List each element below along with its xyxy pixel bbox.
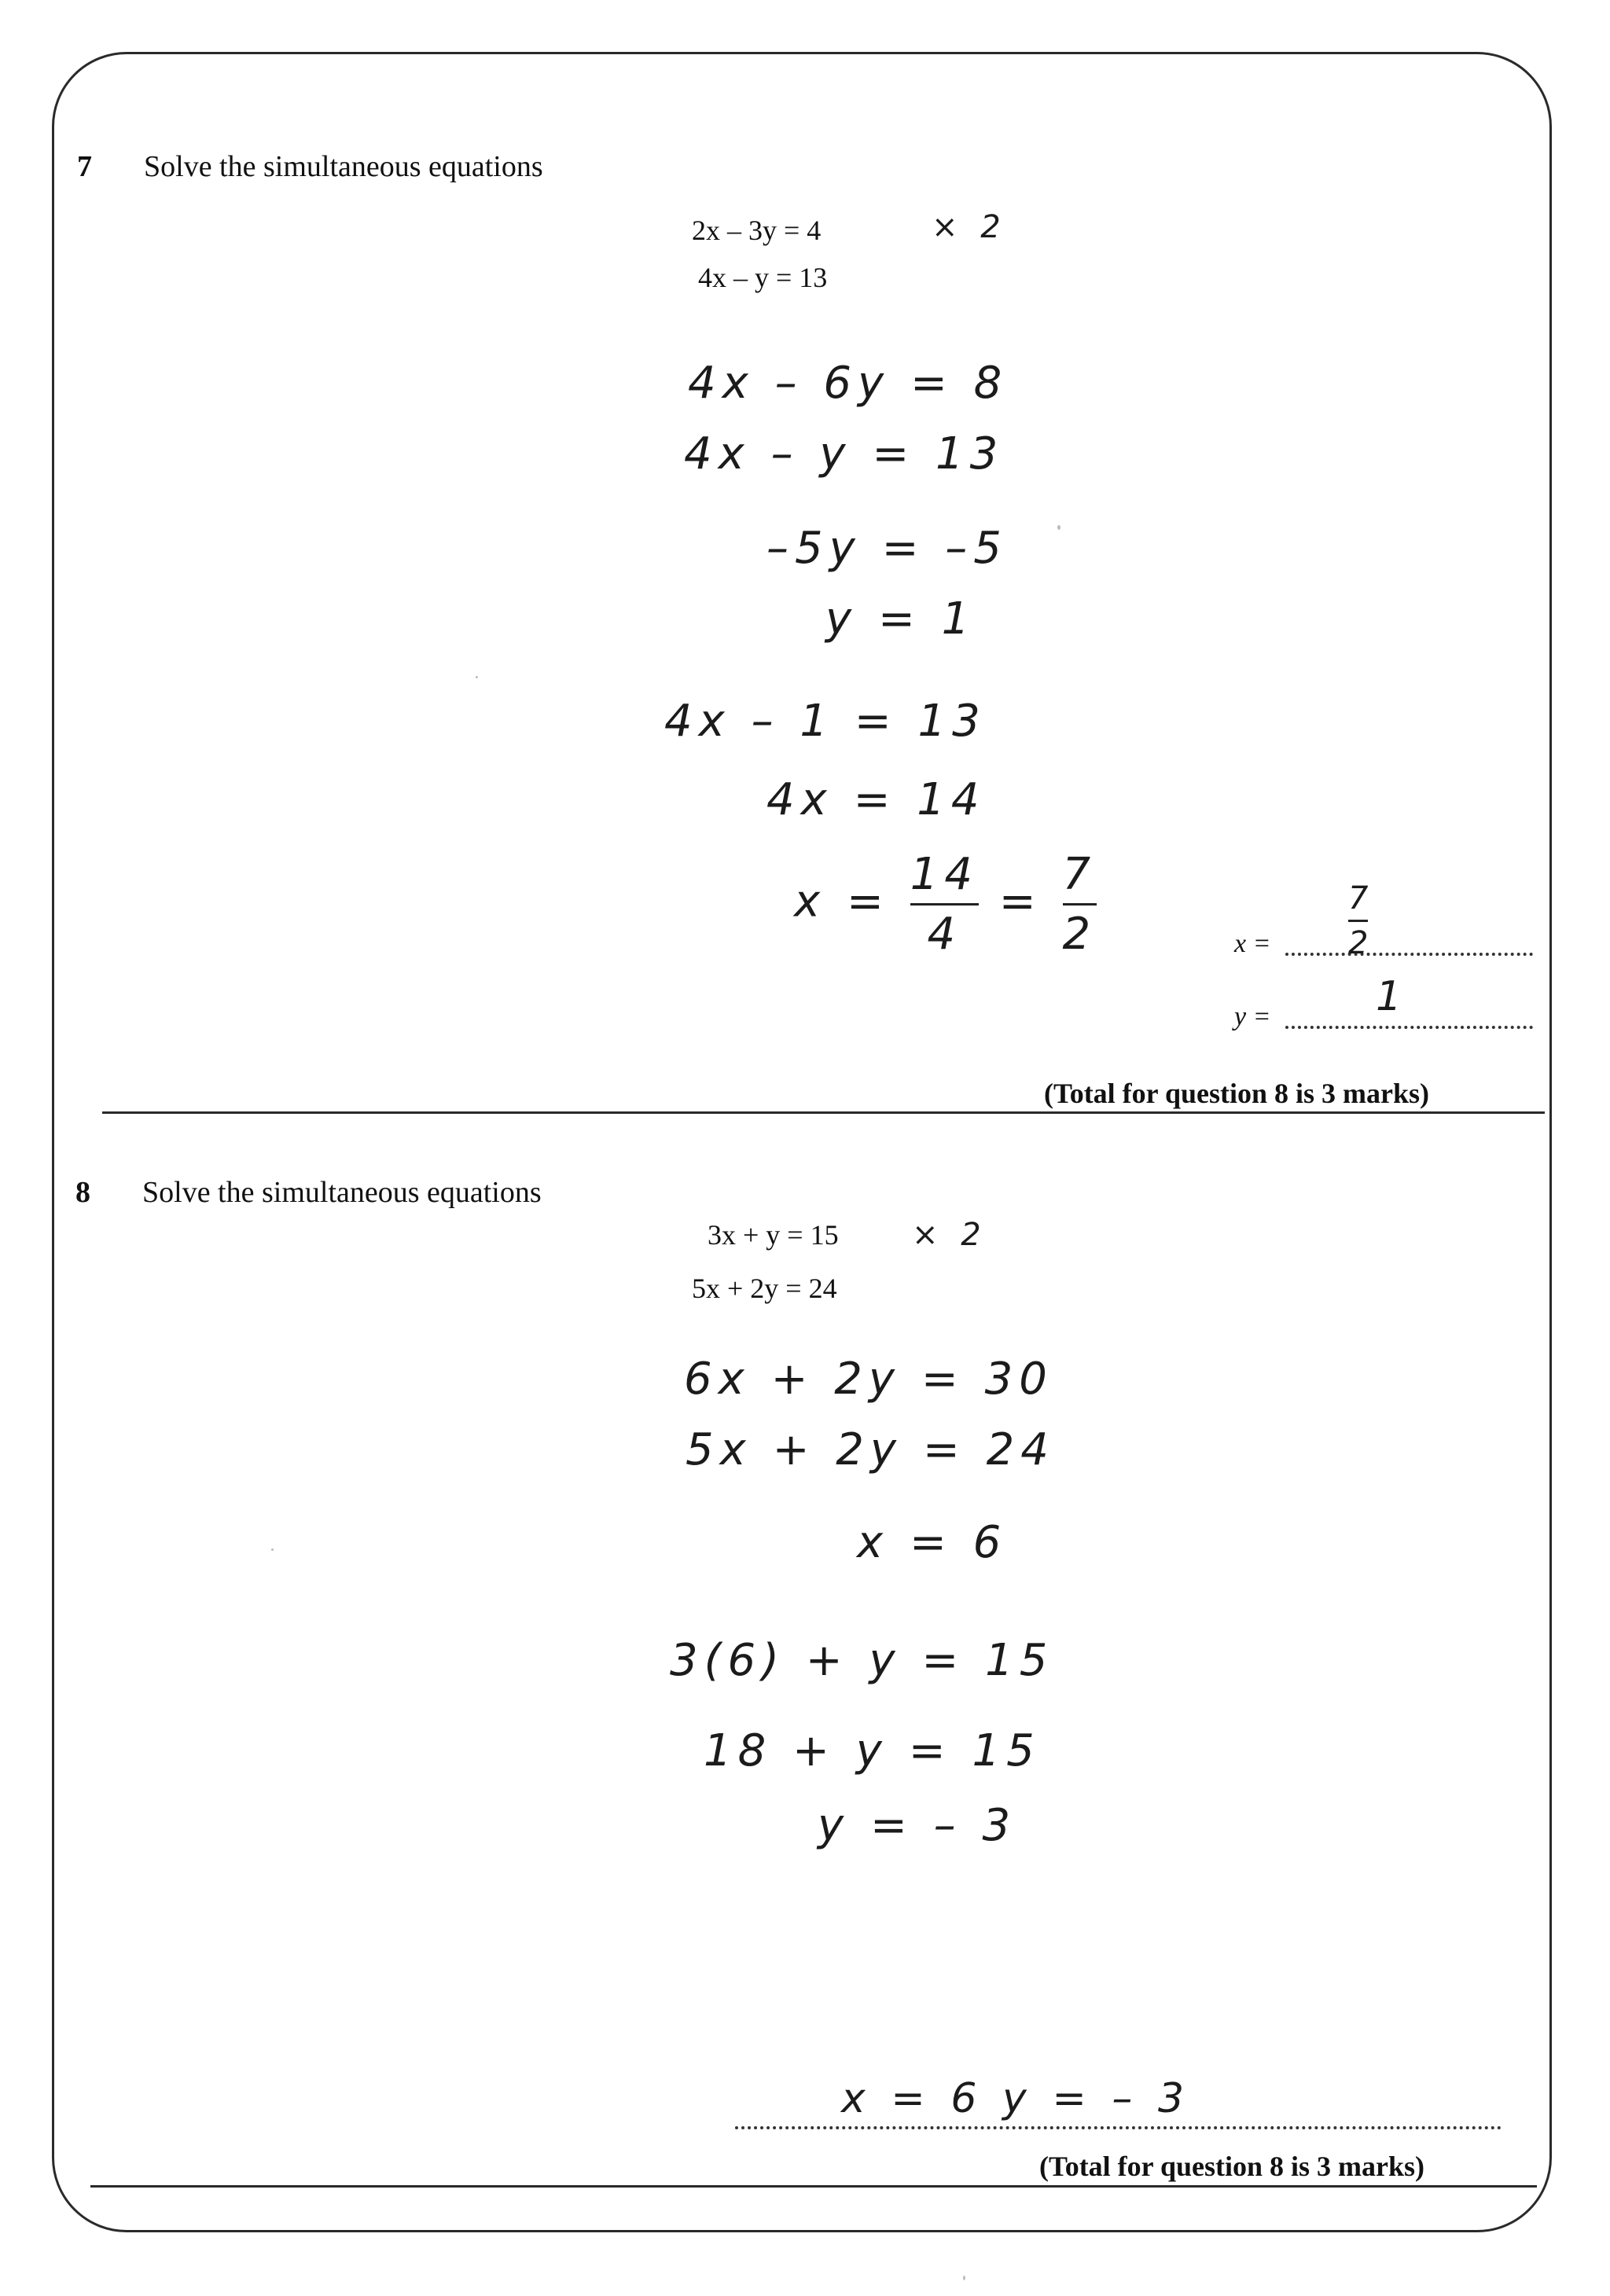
question-7-number: 7 [77,150,92,183]
q7-answer-x-den: 2 [1348,925,1369,961]
q7-working-line-2: 4x – y = 13 [684,428,1005,479]
q7-fraction-7-2 [1063,849,1097,960]
q7-fraction-bar-2 [1063,903,1097,906]
q7-answer-x-fraction [1348,880,1368,961]
q7-working-line-6: 4x = 14 [766,774,986,825]
q7-answer-x-num: 7 [1348,880,1369,917]
q7-answer-y-label: y = [1234,1002,1271,1031]
q7-separator-rule [102,1111,1545,1114]
q7-equals-sign: = [998,876,1042,928]
q7-fraction-14-4-num: 14 [910,849,979,900]
q7-answer-x-label: x = [1234,929,1271,958]
scan-speck [271,1548,274,1551]
q8-final-answer: x = 6 y = – 3 [841,2075,1191,2122]
q7-multiplier: × 2 [932,209,1007,245]
q7-x-equals: x = [794,876,890,928]
q7-answer-x-bar [1348,920,1368,922]
q7-fraction-bar [910,903,979,906]
q8-equation-1: 3x + y = 15 [708,1219,839,1251]
q7-answer-y-line [1285,1026,1533,1029]
q8-multiplier: × 2 [912,1217,987,1253]
q7-working-line-5: 4x – 1 = 13 [664,696,987,747]
q8-working-line-4: 3(6) + y = 15 [670,1635,1054,1686]
q7-equation-2: 4x – y = 13 [698,262,828,293]
q8-working-line-3: x = 6 [857,1517,1008,1568]
question-7-prompt: Solve the simultaneous equations [144,150,543,183]
q7-fraction-14-4 [910,849,979,960]
scan-speck [476,676,478,678]
scan-speck [1057,525,1060,530]
q8-working-line-2: 5x + 2y = 24 [686,1424,1055,1475]
q7-working-line-3: –5y = –5 [766,523,1008,574]
q8-equation-2: 5x + 2y = 24 [692,1273,837,1304]
q7-answer-x-value [1348,880,1368,961]
q8-working-line-6: y = – 3 [818,1800,1017,1851]
q7-fraction-7-2-num: 7 [1062,849,1097,900]
q8-working-line-5: 18 + y = 15 [704,1725,1041,1776]
question-8-number: 8 [75,1176,90,1209]
q8-working-line-1: 6x + 2y = 30 [684,1354,1053,1405]
q7-working-line-1: 4x – 6y = 8 [688,358,1009,409]
q7-answer-y-value: 1 [1376,973,1402,1020]
q7-answer-x-line [1285,953,1533,956]
q8-separator-rule [90,2185,1537,2188]
q8-total-marks: (Total for question 8 is 3 marks) [1039,2151,1425,2182]
question-8-prompt: Solve the simultaneous equations [142,1176,542,1209]
q7-fraction-7-2-den: 2 [1062,909,1097,960]
q8-answer-line [735,2126,1502,2129]
q7-working-line-7 [794,849,1097,960]
q7-fraction-14-4-den: 4 [927,909,962,960]
q7-working-line-4: y = 1 [825,593,976,645]
q7-equation-1: 2x – 3y = 4 [692,215,822,246]
scan-speck [963,2276,965,2280]
q7-total-marks: (Total for question 8 is 3 marks) [1044,1078,1430,1109]
